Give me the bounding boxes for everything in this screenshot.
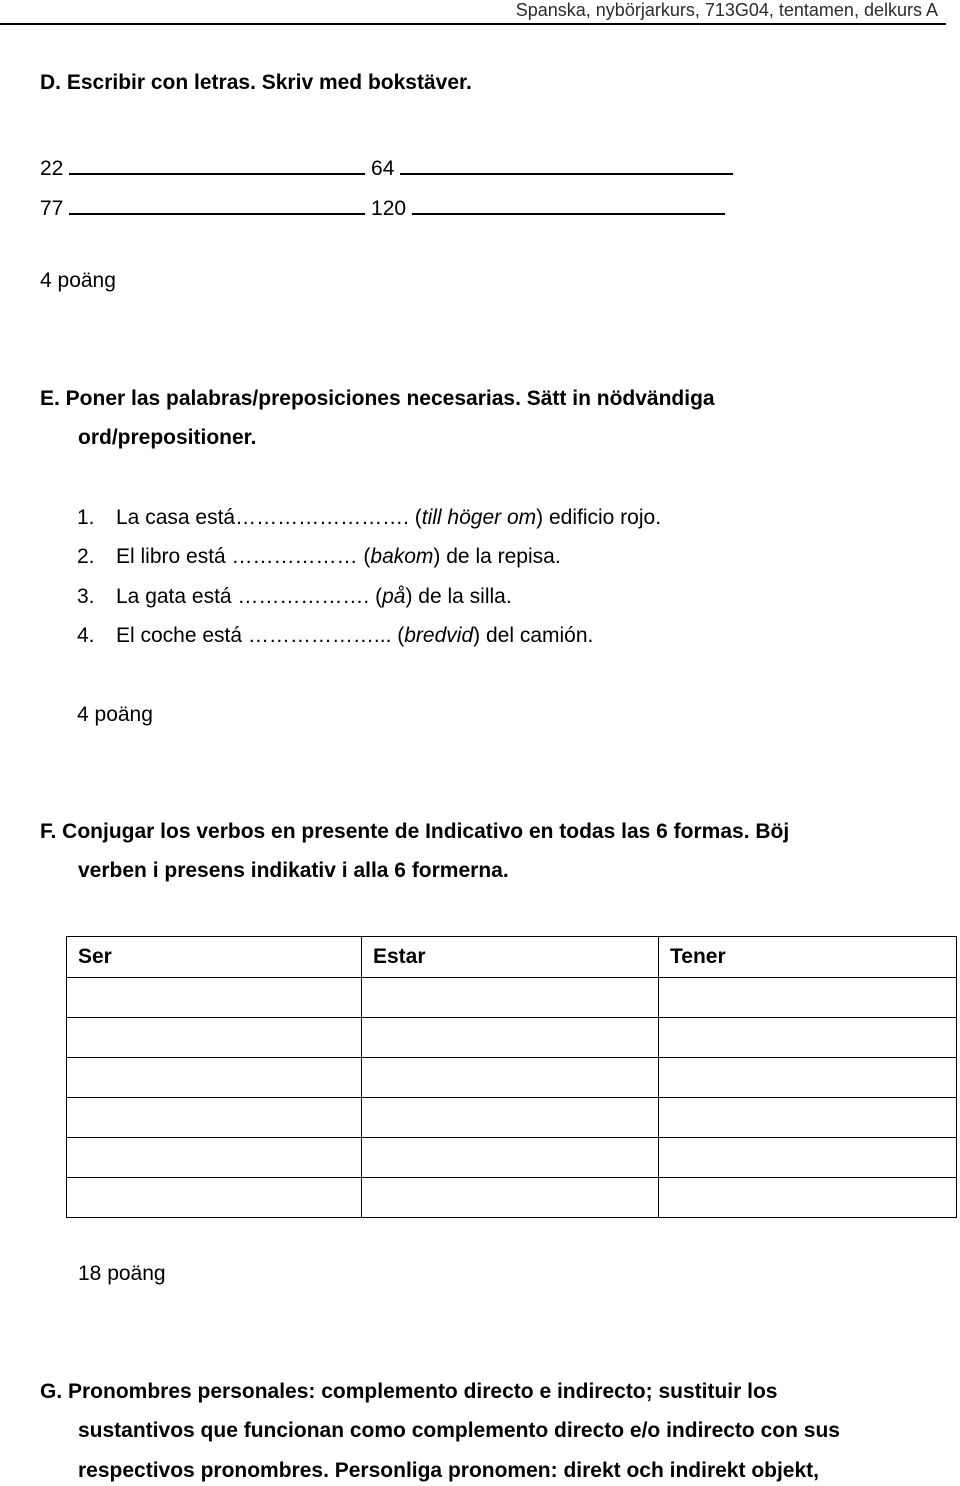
item-hint: på [382,585,406,608]
answer-line-22[interactable] [69,151,365,175]
list-item [77,545,561,569]
answer-cell[interactable] [362,1178,659,1218]
item-text: La gata está ………………. ( [116,585,383,608]
list-item [77,585,512,609]
item-hint: bakom [370,545,434,568]
item-number: 4. [77,624,95,647]
item-text: ) de la repisa. [433,545,561,568]
section-e-points: 4 poäng [77,703,153,726]
item-hint: till höger om [421,506,537,529]
item-text: ) de la silla. [405,585,512,608]
answer-cell[interactable] [659,978,957,1018]
answer-cell[interactable] [362,978,659,1018]
list-item [77,506,661,530]
number-22: 22 [40,157,64,180]
item-text: ) del camión. [473,624,594,647]
section-f-points: 18 poäng [78,1262,166,1285]
number-row-1 [40,151,733,181]
section-g-heading-line2: sustantivos que funcionan como complemento directo e/o indirecto con sus [78,1419,840,1442]
answer-line-120[interactable] [412,191,725,215]
table-row [67,1098,957,1138]
number-120: 120 [371,197,407,220]
answer-cell[interactable] [659,1018,957,1058]
column-header-estar: Estar [362,937,659,978]
table-row [67,1058,957,1098]
conjugation-table [66,936,957,1218]
table-row [67,1178,957,1218]
answer-cell[interactable] [67,1178,362,1218]
section-f-heading-line1: F. Conjugar los verbos en presente de Indicativo en todas las 6 formas. Böj [40,820,790,843]
item-text: La casa está……………………. ( [116,506,422,529]
answer-cell[interactable] [362,1018,659,1058]
item-text: El libro está ……………… ( [116,545,371,568]
answer-cell[interactable] [67,1138,362,1178]
section-d-heading: D. Escribir con letras. Skriv med bokstäver. [40,71,472,94]
section-d-points: 4 poäng [40,269,116,292]
item-number: 1. [77,506,95,529]
number-row-2 [40,191,725,221]
answer-cell[interactable] [67,978,362,1018]
number-77: 77 [40,197,64,220]
section-f-heading-line2: verben i presens indikativ i alla 6 formerna. [78,859,509,882]
answer-cell[interactable] [659,1138,957,1178]
answer-cell[interactable] [67,1058,362,1098]
item-hint: bredvid [404,624,474,647]
item-text: ) edificio rojo. [536,506,662,529]
answer-line-77[interactable] [69,191,365,215]
table-row [67,1138,957,1178]
column-header-tener: Tener [659,937,957,978]
item-number: 2. [77,545,95,568]
item-number: 3. [77,585,95,608]
page-header-title: Spanska, nybörjarkurs, 713G04, tentamen, delkurs A [515,0,938,20]
column-header-ser: Ser [67,937,362,978]
section-g-heading-line3: respectivos pronombres. Personliga pronomen: direkt och indirekt objekt, [78,1459,819,1482]
answer-cell[interactable] [67,1098,362,1138]
item-text: El coche está ………………... ( [116,624,405,647]
number-64: 64 [371,157,395,180]
table-row [67,1018,957,1058]
answer-cell[interactable] [659,1058,957,1098]
answer-cell[interactable] [67,1018,362,1058]
section-e-heading-line2: ord/prepositioner. [78,426,257,449]
answer-line-64[interactable] [400,151,733,175]
answer-cell[interactable] [362,1058,659,1098]
answer-cell[interactable] [362,1098,659,1138]
section-e-heading-line1: E. Poner las palabras/preposiciones necesarias. Sätt in nödvändiga [40,387,715,410]
answer-cell[interactable] [362,1138,659,1178]
answer-cell[interactable] [659,1098,957,1138]
table-header-row [67,937,957,978]
answer-cell[interactable] [659,1178,957,1218]
header-divider [0,23,946,25]
table-row [67,978,957,1018]
section-g-heading-line1: G. Pronombres personales: complemento directo e indirecto; sustituir los [40,1380,778,1403]
list-item [77,624,593,648]
